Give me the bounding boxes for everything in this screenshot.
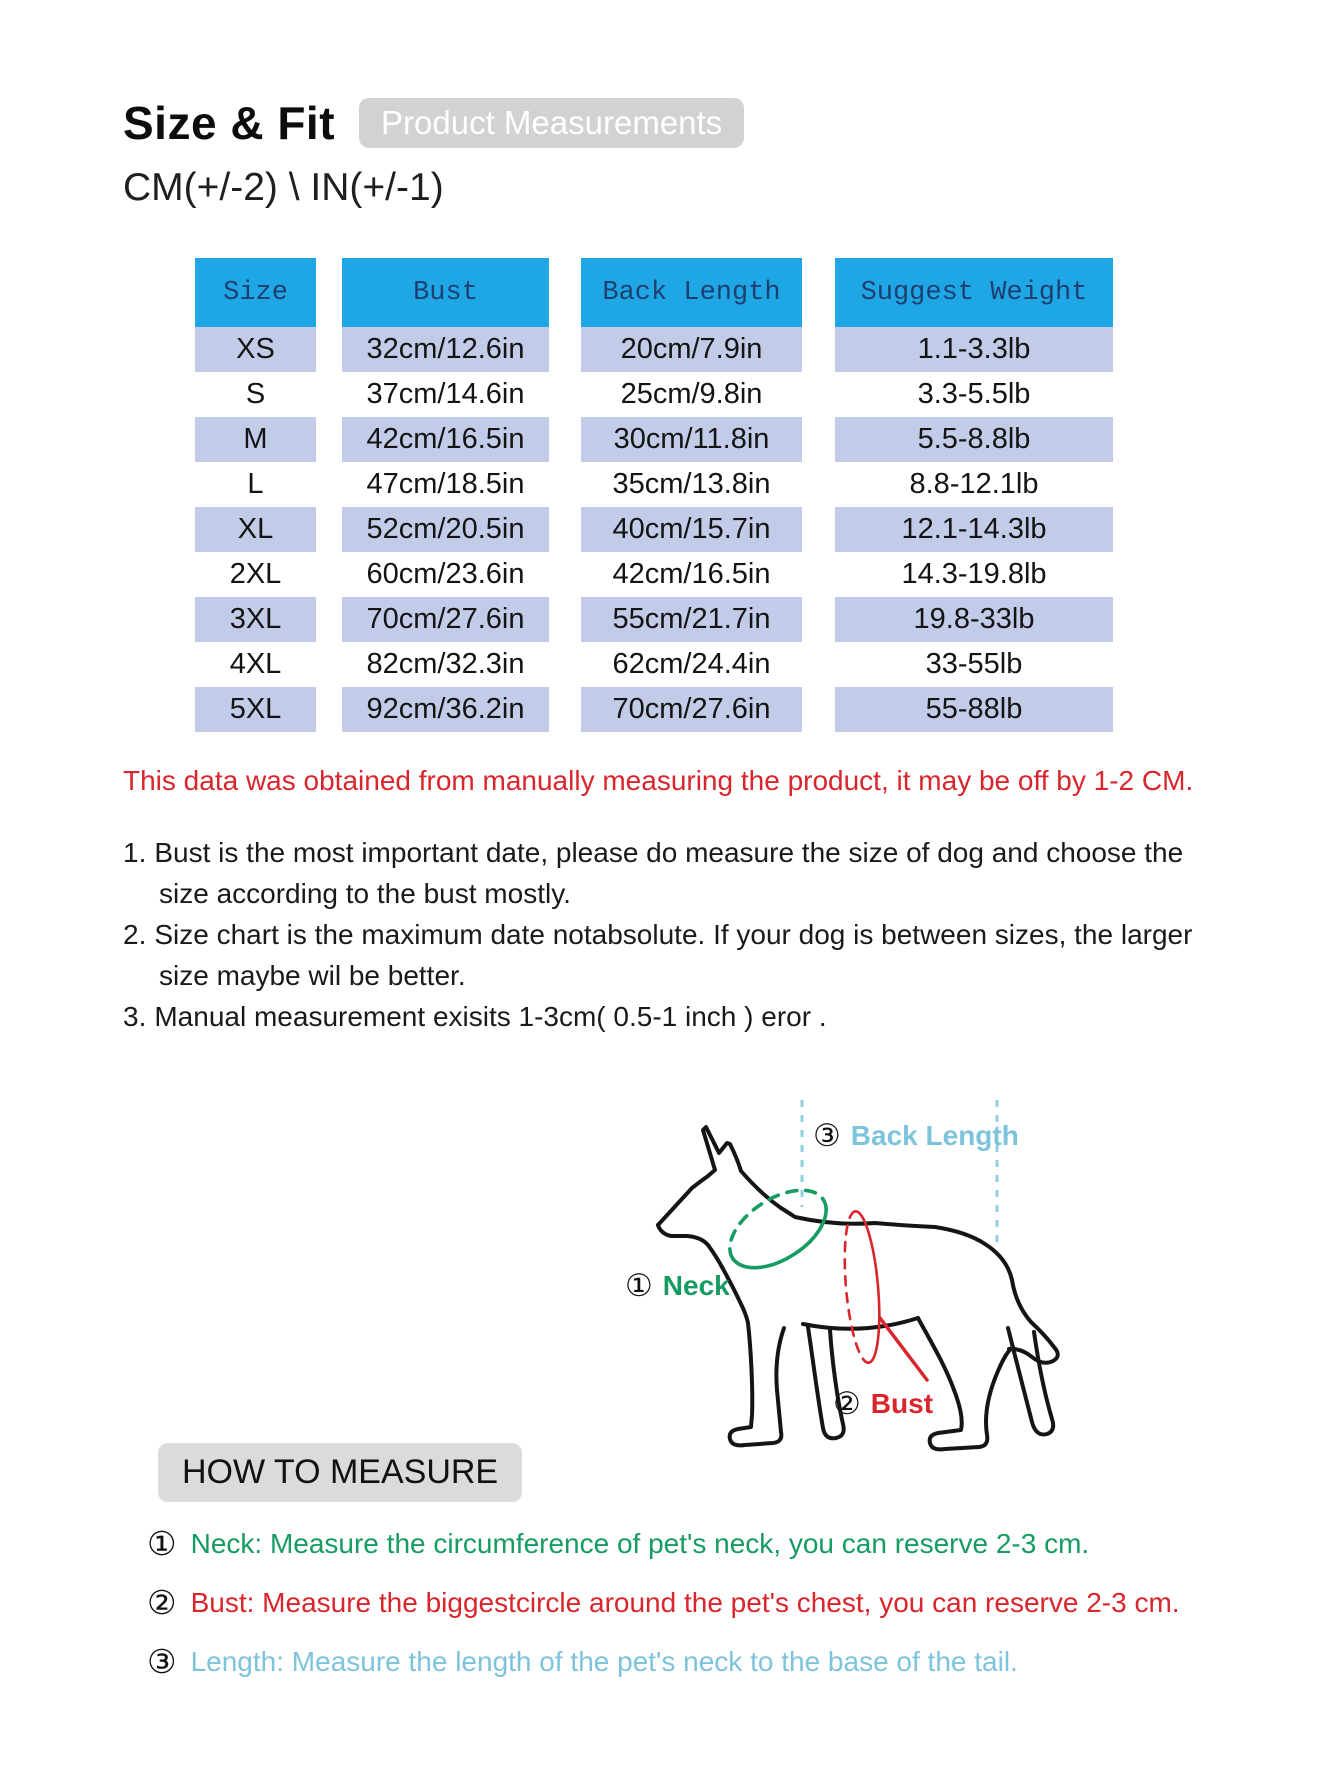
cell-size: 3XL: [195, 597, 316, 642]
note-item: [123, 996, 1198, 1037]
cell-bust: 47cm/18.5in: [342, 462, 549, 507]
cell-weight: 19.8-33lb: [835, 597, 1113, 642]
table-row: [195, 462, 1113, 507]
table-row: [195, 327, 1113, 372]
measure-step-bust: [147, 1583, 1180, 1622]
cell-size: 5XL: [195, 687, 316, 732]
bust-leader-line: [880, 1318, 927, 1380]
table-row: [195, 552, 1113, 597]
cell-weight: 14.3-19.8lb: [835, 552, 1113, 597]
table-row: [195, 597, 1113, 642]
neck-measure-ellipse: [716, 1174, 839, 1283]
note-text: Bust is the most important date, please do measure the size of dog and choose the size according to the bust mostly.: [154, 837, 1184, 909]
note-text: Manual measurement exisits 1-3cm( 0.5-1 inch ) eror .: [154, 1001, 827, 1032]
col-header-size: Size: [195, 258, 316, 327]
step-text: Length: Measure the length of the pet's neck to the base of the tail.: [190, 1645, 1018, 1677]
back-length-label: ③ Back Length: [813, 1118, 1019, 1154]
cell-bust: 60cm/23.6in: [342, 552, 549, 597]
cell-size: M: [195, 417, 316, 462]
cell-back-length: 62cm/24.4in: [581, 642, 802, 687]
cell-size: 4XL: [195, 642, 316, 687]
circled-1: ①: [625, 1268, 653, 1304]
cell-size: L: [195, 462, 316, 507]
col-header-suggest-weight: Suggest Weight: [835, 258, 1113, 327]
table-row: [195, 372, 1113, 417]
bust-label: ② Bust: [833, 1386, 934, 1422]
note-item: [123, 832, 1198, 914]
table-row: [195, 507, 1113, 552]
cell-back-length: 70cm/27.6in: [581, 687, 802, 732]
dog-measurement-diagram: [575, 1060, 1175, 1470]
page-title: Size & Fit: [123, 97, 336, 149]
step-text: Bust: Measure the biggestcircle around the pet's chest, you can reserve 2-3 cm.: [190, 1586, 1180, 1618]
circled-1: ①: [147, 1524, 177, 1563]
cell-weight: 12.1-14.3lb: [835, 507, 1113, 552]
cell-bust: 82cm/32.3in: [342, 642, 549, 687]
circled-2: ②: [147, 1583, 177, 1622]
cell-bust: 32cm/12.6in: [342, 327, 549, 372]
header: [123, 96, 744, 150]
bust-measure-ellipse: [839, 1210, 884, 1364]
circled-3: ③: [147, 1642, 177, 1681]
product-measurements-badge: Product Measurements: [359, 98, 744, 148]
cell-bust: 92cm/36.2in: [342, 687, 549, 732]
cell-bust: 70cm/27.6in: [342, 597, 549, 642]
note-text: Size chart is the maximum date notabsolute. If your dog is between sizes, the larger size maybe wil be better.: [154, 919, 1193, 991]
circled-2: ②: [833, 1386, 861, 1422]
cell-weight: 55-88lb: [835, 687, 1113, 732]
cell-weight: 3.3-5.5lb: [835, 372, 1113, 417]
cell-back-length: 30cm/11.8in: [581, 417, 802, 462]
cell-weight: 33-55lb: [835, 642, 1113, 687]
table-row: [195, 642, 1113, 687]
note-number: 3.: [123, 1001, 147, 1032]
cell-bust: 37cm/14.6in: [342, 372, 549, 417]
note-number: 2.: [123, 919, 147, 950]
table-header-row: [195, 258, 1113, 327]
size-table: [195, 258, 1113, 732]
col-header-back-length: Back Length: [581, 258, 802, 327]
cell-weight: 5.5-8.8lb: [835, 417, 1113, 462]
cell-size: 2XL: [195, 552, 316, 597]
units-subtitle: CM(+/-2) \ IN(+/-1): [123, 166, 444, 209]
cell-back-length: 35cm/13.8in: [581, 462, 802, 507]
circled-3: ③: [813, 1118, 841, 1154]
note-number: 1.: [123, 837, 147, 868]
measure-steps: [147, 1524, 1180, 1701]
cell-bust: 42cm/16.5in: [342, 417, 549, 462]
note-item: [123, 914, 1198, 996]
cell-back-length: 42cm/16.5in: [581, 552, 802, 597]
measurement-disclaimer: This data was obtained from manually measuring the product, it may be off by 1-2 CM.: [123, 765, 1194, 796]
cell-weight: 1.1-3.3lb: [835, 327, 1113, 372]
how-to-measure-heading: HOW TO MEASURE: [158, 1443, 522, 1502]
measure-step-neck: [147, 1524, 1180, 1563]
cell-bust: 52cm/20.5in: [342, 507, 549, 552]
cell-back-length: 55cm/21.7in: [581, 597, 802, 642]
cell-back-length: 20cm/7.9in: [581, 327, 802, 372]
cell-back-length: 25cm/9.8in: [581, 372, 802, 417]
col-header-bust: Bust: [342, 258, 549, 327]
cell-back-length: 40cm/15.7in: [581, 507, 802, 552]
cell-size: XL: [195, 507, 316, 552]
notes-list: [123, 832, 1198, 1037]
table-row: [195, 687, 1113, 732]
table-row: [195, 417, 1113, 462]
cell-weight: 8.8-12.1lb: [835, 462, 1113, 507]
step-text: Neck: Measure the circumference of pet's neck, you can reserve 2-3 cm.: [190, 1527, 1090, 1559]
cell-size: S: [195, 372, 316, 417]
cell-size: XS: [195, 327, 316, 372]
neck-label: ① Neck: [625, 1268, 730, 1304]
measure-step-length: [147, 1642, 1180, 1681]
